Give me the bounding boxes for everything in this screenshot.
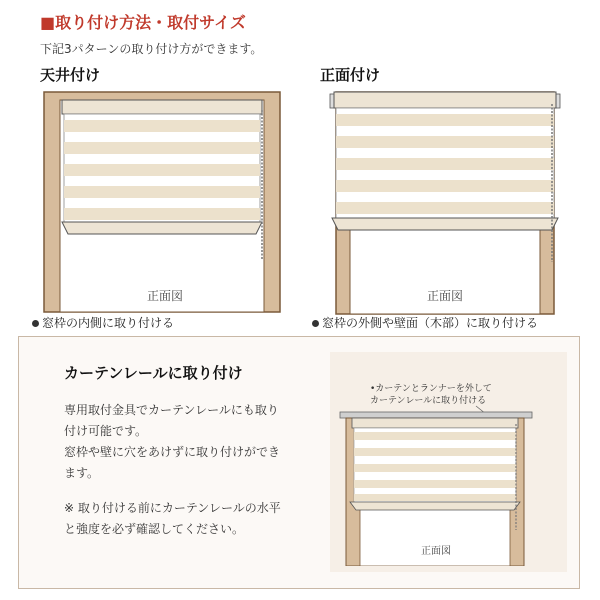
paragraph-line: 専用取付金具でカーテンレールにも取り [64,403,279,417]
face-mount-note-text: 窓枠の外側や壁面（木部）に取り付ける [322,316,539,330]
face-mount-heading: 正面付け [320,66,381,84]
face-mount-diagram [320,86,570,316]
bottom-rail [350,502,520,510]
headrail [352,418,518,428]
ceiling-mount-note [32,314,174,331]
front-view-label: 正面図 [421,546,451,557]
bottom-rail [332,218,558,230]
face-mount-note [312,314,538,331]
bottom-rail [62,222,262,234]
paragraph-line: ※ 取り付ける前にカーテンレールの水平 [64,501,281,515]
paragraph-line: 窓枠や壁に穴をあけずに取り付けができ [64,445,281,459]
ceiling-mount-heading: 天井付け [40,66,101,84]
paragraph-line: と強度を必ず確認してください。 [64,522,245,536]
headrail [62,100,262,114]
ceiling-mount-diagram [40,88,290,316]
callout-line: カーテンレールに取り付ける [370,396,487,406]
curtain-rail [340,412,532,418]
curtain-rail-paragraph-1 [64,400,280,484]
bullet-icon [32,320,39,327]
curtain-rail-heading: カーテンレールに取り付け [64,364,243,382]
bullet-icon [312,320,319,327]
curtain-rail-diagram [336,404,536,566]
curtain-rail-paragraph-2 [64,498,281,540]
front-view-label: 正面図 [146,289,184,303]
callout-line: •カーテンとランナーを外して [370,384,492,394]
headrail [334,92,556,108]
ceiling-mount-note-text: 窓枠の内側に取り付ける [42,316,175,330]
paragraph-line: 付け可能です。 [64,424,148,438]
paragraph-line: ます。 [64,466,100,480]
section-title: ■取り付け方法・取付サイズ [40,13,246,32]
front-view-label: 正面図 [426,289,464,303]
section-subtitle: 下記3パターンの取り付け方ができます。 [40,42,263,56]
